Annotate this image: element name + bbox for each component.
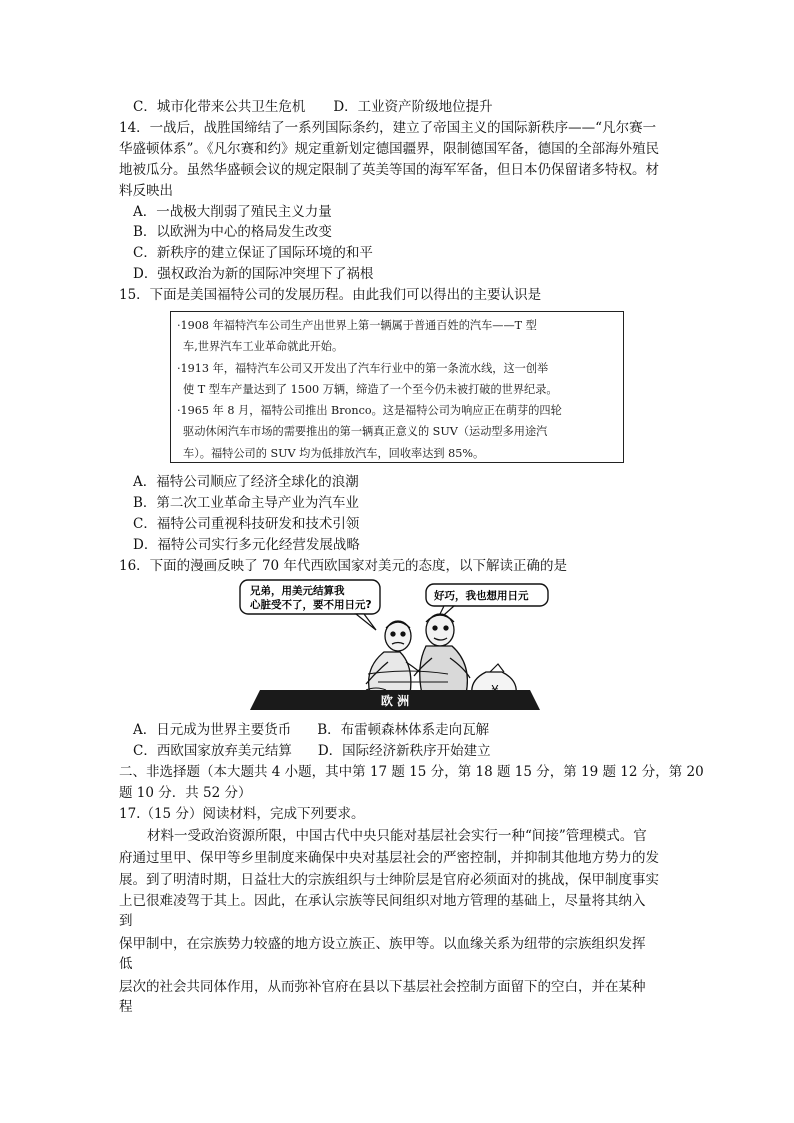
q15-stem: 15．下面是美国福特公司的发展历程。由此我们可以得出的主要认识是	[119, 287, 542, 303]
q17-material-line: 上已很难凌驾于其上。因此，在承认宗族等民间组织对地方管理的基础上，尽量将其纳入	[119, 893, 646, 909]
q17-material-line: 到	[119, 913, 133, 929]
q17-material-line: 层次的社会共同体作用，从而弥补官府在县以下基层社会控制方面留下的空白，并在某种	[119, 979, 646, 995]
q14-stem-line: 14．一战后，战胜国缔结了一系列国际条约，建立了帝国主义的国际新秩序——“凡尔赛一	[119, 120, 657, 136]
q16-option-d: D．国际经济新秩序开始建立	[317, 743, 491, 759]
q15-option-a: A．福特公司顺应了经济全球化的浪潮	[133, 474, 359, 490]
q15-material-box	[170, 311, 624, 463]
bubble-left-text-1: 兄弟，用美元结算我	[250, 585, 345, 597]
q13-option-d: D．工业资产阶级地位提升	[333, 99, 493, 115]
figure-left	[366, 621, 424, 694]
q14-option-a: A．一战极大削弱了殖民主义力量	[133, 204, 332, 220]
q16-option-b: B．布雷顿森林体系走向瓦解	[317, 722, 490, 738]
q17-material-line: 府通过里甲、保甲等乡里制度来确保中央对基层社会的严密控制，并抑制其他地方势力的发	[119, 850, 659, 866]
box-line: 车,世界汽车工业革命就此开始。	[183, 340, 344, 354]
q16-options-row1	[133, 720, 489, 740]
q17-material-line: 保甲制中，在宗族势力较盛的地方设立族正、族甲等。以血缘关系为纽带的宗族组织发挥	[119, 936, 646, 952]
q17-material-line: 展。到了明清时期，日益壮大的宗族组织与士绅阶层是官府必须面对的挑战，保甲制度事实	[119, 872, 659, 888]
q15-option-b: B．第二次工业革命主导产业为汽车业	[133, 495, 359, 511]
section2-heading: 二、非选择题（本大题共 4 小题，其中第 17 题 15 分，第 18 题 15 分，第 19 题 12 分，第 20	[119, 764, 704, 780]
cartoon-illustration	[238, 578, 552, 712]
q14-option-c: C．新秩序的建立保证了国际环境的和平	[133, 245, 373, 261]
q17-stem: 17.（15 分）阅读材料，完成下列要求。	[119, 806, 365, 822]
q16-option-a: A．日元成为世界主要货币	[133, 722, 292, 738]
q14-option-d: D．强权政治为新的国际冲突埋下了祸根	[133, 266, 374, 282]
box-line: 驱动休闲汽车市场的需要推出的第一辆真正意义的 SUV（运动型多用途汽	[183, 425, 548, 439]
q14-stem-line: 料反映出	[119, 183, 173, 199]
bubble-right-text: 好巧，我也想用日元	[434, 590, 529, 602]
q17-material-line: 材料一受政治资源所限，中国古代中央只能对基层社会实行一种“间接”管理模式。官	[147, 828, 647, 844]
q16-stem: 16．下面的漫画反映了 70 年代西欧国家对美元的态度，以下解读正确的是	[119, 558, 567, 574]
q17-material-line: 低	[119, 956, 133, 972]
q16-cartoon	[238, 578, 552, 712]
q16-options-row2	[133, 741, 491, 761]
box-line: ·1913 年，福特汽车公司又开发出了汽车行业中的第一条流水线，这一创举	[177, 361, 549, 375]
box-line: ·1965 年 8 月，福特公司推出 Bronco。这是福特公司为响应正在萌芽的四轮	[177, 404, 562, 418]
q14-stem-line: 地被瓜分。虽然华盛顿会议的规定限制了英美等国的海军军备，但日本仍保留诸多特权。材	[119, 162, 659, 178]
q17-material-line: 程	[119, 999, 133, 1015]
q14-stem-line: 华盛顿体系”。《凡尔赛和约》规定重新划定德国疆界，限制德国军备，德国的全部海外殖民	[119, 141, 660, 157]
bubble-left-text-2: 心脏受不了，要不用日元?	[250, 599, 372, 611]
q15-option-c: C．福特公司重视科技研发和技术引领	[133, 516, 360, 532]
box-line: 车）。福特公司的 SUV 均为低排放汽车，回收率达到 85%。	[183, 446, 485, 460]
q13-options	[133, 97, 493, 117]
q13-option-c: C．城市化带来公共卫生危机	[133, 99, 306, 115]
section2-heading-cont: 题 10 分．共 52 分）	[119, 785, 252, 801]
base-label: 欧 洲	[380, 694, 410, 708]
q16-option-c: C．西欧国家放弃美元结算	[133, 743, 292, 759]
q14-option-b: B．以欧洲为中心的格局发生改变	[133, 224, 332, 240]
q15-option-d: D．福特公司实行多元化经营发展战略	[133, 537, 360, 553]
box-line: 使 T 型车产量达到了 1500 万辆，缔造了一个至今仍未被打破的世界纪录。	[183, 382, 558, 396]
box-line: ·1908 年福特汽车公司生产出世界上第一辆属于普通百姓的汽车——T 型	[177, 319, 537, 332]
